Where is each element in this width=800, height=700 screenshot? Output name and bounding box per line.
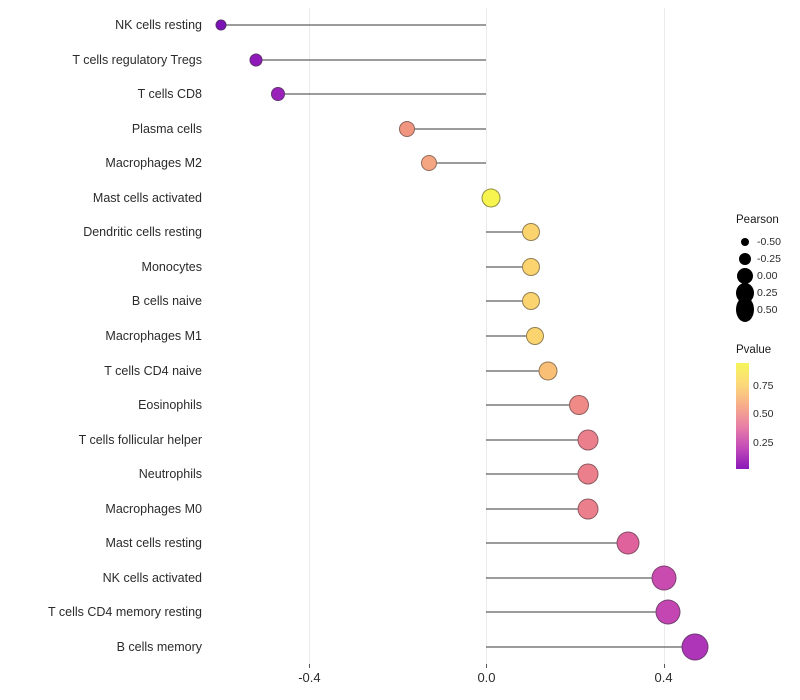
x-tick-label: 0.4 <box>654 670 673 685</box>
lollipop-stem <box>486 474 588 475</box>
x-axis <box>212 664 730 694</box>
y-axis-label: Neutrophils <box>138 467 202 482</box>
legend-dot-wrap <box>736 268 754 284</box>
y-axis-label: Macrophages M1 <box>105 329 202 343</box>
colorbar-tick-label: 0.25 <box>753 436 774 449</box>
y-axis-label: Macrophages M2 <box>105 156 202 171</box>
legend-dot-wrap <box>736 238 754 246</box>
lollipop-row <box>212 43 730 78</box>
y-axis-label: Mast cells resting <box>105 536 202 551</box>
lollipop-dot[interactable] <box>250 53 263 66</box>
lollipop-stem <box>407 128 487 129</box>
x-tick-label: 0.0 <box>477 670 496 685</box>
lollipop-stem <box>278 94 486 95</box>
lollipop-stem <box>429 163 487 164</box>
legend-dot-wrap <box>736 253 754 265</box>
x-tick-label: -0.4 <box>298 670 321 685</box>
colorbar-tick-label: 0.50 <box>753 407 774 420</box>
y-axis-label: Eosinophils <box>138 398 202 413</box>
y-axis-label: B cells naive <box>131 294 202 309</box>
lollipop-row <box>212 560 730 595</box>
lollipop-row <box>212 457 730 492</box>
lollipop-row <box>212 526 730 561</box>
legend-dot-wrap <box>736 297 754 322</box>
legend-size-label: 0.50 <box>757 303 778 316</box>
lollipop-row <box>212 215 730 250</box>
colorbar-tick-line <box>749 414 752 415</box>
lollipop-row <box>212 250 730 285</box>
lollipop-dot[interactable] <box>656 600 681 625</box>
pvalue-legend-title: Pvalue <box>736 344 772 356</box>
y-axis-label: Dendritic cells resting <box>83 225 202 240</box>
lollipop-row <box>212 112 730 147</box>
x-tick-mark <box>486 664 487 668</box>
y-axis-label: T cells CD4 memory resting <box>48 605 202 620</box>
lollipop-row <box>212 146 730 181</box>
lollipop-row <box>212 491 730 526</box>
lollipop-stem <box>486 646 694 647</box>
colorbar-tick-label: 0.75 <box>753 380 774 393</box>
legend-size-label: 0.25 <box>757 286 778 299</box>
pvalue-colorbar-wrap <box>736 363 800 469</box>
lollipop-dot[interactable] <box>681 633 708 660</box>
legend-size-dot <box>739 253 751 265</box>
lollipop-dot[interactable] <box>617 532 640 555</box>
lollipop-row <box>212 422 730 457</box>
x-tick-mark <box>664 664 665 668</box>
legend-size-dot <box>736 297 754 322</box>
lollipop-row <box>212 8 730 43</box>
legend-size-label: 0.00 <box>757 269 778 282</box>
lollipop-dot[interactable] <box>522 258 540 276</box>
legend-size-row <box>736 267 800 284</box>
lollipop-dot[interactable] <box>421 155 437 171</box>
lollipop-row <box>212 181 730 216</box>
lollipop-dot[interactable] <box>569 395 589 415</box>
lollipop-dot[interactable] <box>526 327 544 345</box>
pvalue-colorbar <box>736 363 749 469</box>
lollipop-stem <box>486 543 628 544</box>
y-axis-label: B cells memory <box>116 639 202 654</box>
lollipop-stem <box>486 577 663 578</box>
y-axis-label: T cells CD4 naive <box>104 363 202 378</box>
lollipop-dot[interactable] <box>651 565 676 590</box>
y-axis-label: Mast cells activated <box>92 190 202 205</box>
lollipop-row <box>212 353 730 388</box>
lollipop-stem <box>486 405 579 406</box>
pearson-size-legend <box>736 214 800 318</box>
y-axis-label: T cells CD8 <box>137 87 202 102</box>
lollipop-row <box>212 629 730 664</box>
legend-size-row <box>736 233 800 250</box>
lollipop-row <box>212 284 730 319</box>
lollipop-stem <box>221 25 487 26</box>
colorbar-tick-line <box>749 386 752 387</box>
lollipop-dot[interactable] <box>578 429 599 450</box>
y-axis-labels <box>0 8 202 664</box>
pearson-legend-title: Pearson <box>736 214 779 226</box>
colorbar-tick-line <box>749 443 752 444</box>
y-axis-label: Plasma cells <box>131 121 202 136</box>
x-tick-mark <box>309 664 310 668</box>
lollipop-dot[interactable] <box>215 20 226 31</box>
lollipop-dot[interactable] <box>522 292 540 310</box>
lollipop-row <box>212 388 730 423</box>
y-axis-label: Monocytes <box>141 259 202 274</box>
lollipop-dot[interactable] <box>271 87 285 101</box>
y-axis-label: T cells follicular helper <box>78 432 202 447</box>
legend-size-label: -0.50 <box>757 235 781 248</box>
pearson-legend-rows <box>736 233 800 318</box>
lollipop-row <box>212 77 730 112</box>
y-axis-label: NK cells resting <box>115 18 202 33</box>
lollipop-dot[interactable] <box>399 121 415 137</box>
legend-panel <box>736 214 800 469</box>
lollipop-row <box>212 595 730 630</box>
lollipop-dot[interactable] <box>578 464 599 485</box>
lollipop-dot[interactable] <box>522 223 540 241</box>
legend-size-label: -0.25 <box>757 252 781 265</box>
lollipop-dot[interactable] <box>578 498 599 519</box>
y-axis-label: NK cells activated <box>102 570 202 585</box>
y-axis-label: Macrophages M0 <box>105 501 202 516</box>
lollipop-dot[interactable] <box>481 188 500 207</box>
lollipop-stem <box>486 508 588 509</box>
legend-size-row <box>736 301 800 318</box>
lollipop-stem <box>486 612 668 613</box>
legend-size-row <box>736 250 800 267</box>
pvalue-color-legend <box>736 344 800 469</box>
legend-size-dot <box>737 268 753 284</box>
legend-size-dot <box>741 238 749 246</box>
lollipop-stem <box>486 439 588 440</box>
y-axis-label: T cells regulatory Tregs <box>72 52 202 67</box>
lollipop-stem <box>256 59 486 60</box>
lollipop-row <box>212 319 730 354</box>
lollipop-dot[interactable] <box>539 361 558 380</box>
plot-area <box>212 8 730 664</box>
pvalue-colorbar-ticks <box>753 363 793 469</box>
